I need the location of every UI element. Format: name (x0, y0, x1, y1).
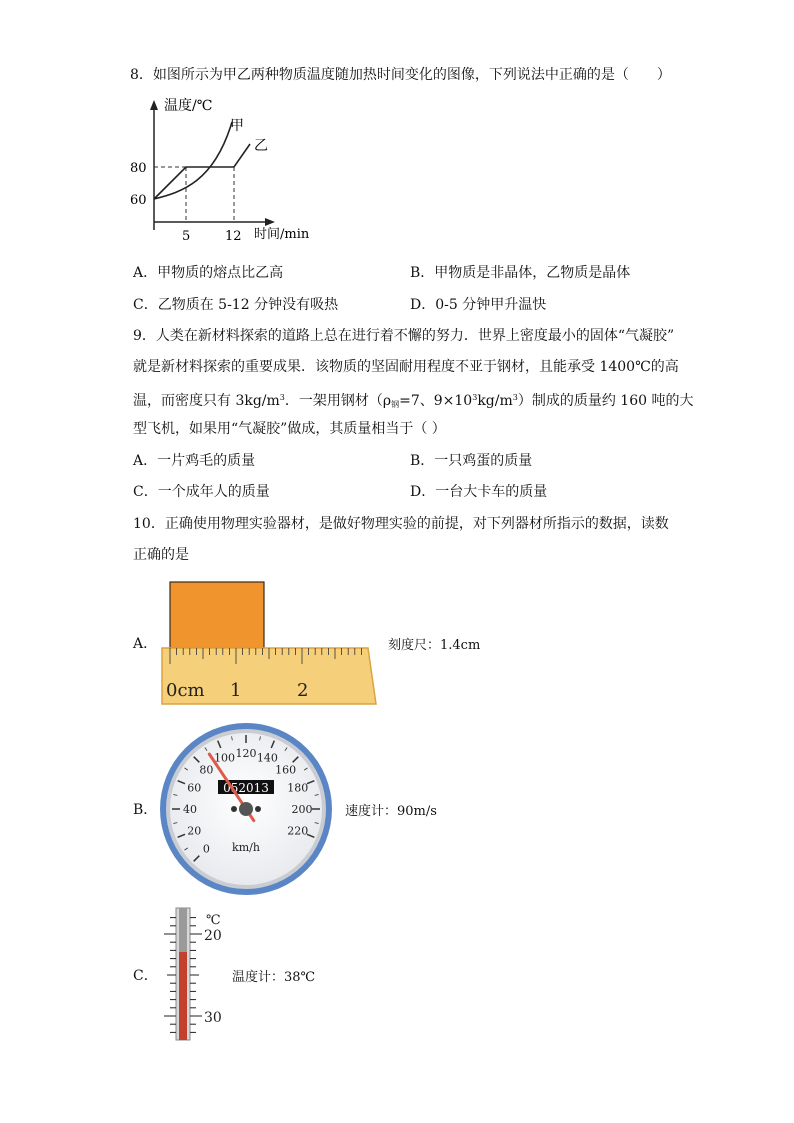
q10-line-2: 正确的是 (133, 547, 189, 563)
ruler-label-1: 1 (230, 680, 242, 701)
thermometer-label-30: 30 (204, 1010, 222, 1026)
y-axis-arrow (150, 100, 158, 110)
q9-sup: 3 (512, 393, 518, 402)
q9-line-3-part: ．一架用钢材（ρ (284, 393, 392, 409)
q9-option-a[interactable]: A．一片鸡毛的质量 (133, 453, 256, 469)
q9-line-1: 9．人类在新材料探索的道路上总在进行着不懈的努力．世界上密度最小的固体“气凝胶” (133, 328, 675, 344)
dial-number: 160 (275, 763, 297, 777)
thermometer-label-20: 20 (204, 928, 222, 944)
dial-dot (255, 806, 261, 812)
q9-sup: 3 (279, 393, 285, 402)
x-tick-12: 12 (225, 229, 242, 244)
curve-a-label: 甲 (230, 118, 244, 134)
q9-line-2: 就是新材料探索的重要成果．该物质的坚固耐用程度不亚于钢材，且能承受 1400℃的高 (133, 359, 679, 375)
thermometer-unit: ℃ (206, 913, 221, 928)
q9-line-3-part: 温，而密度只有 3kg/m (133, 393, 280, 409)
q9-option-d[interactable]: D．一台大卡车的质量 (410, 484, 548, 500)
dial-number: 100 (214, 751, 236, 765)
y-tick-80: 80 (130, 161, 147, 176)
dial-dot (231, 806, 237, 812)
q9-option-b[interactable]: B．一只鸡蛋的质量 (410, 453, 533, 469)
q9-line-3-part: kg/m (477, 393, 513, 409)
ruler-label-0: 0cm (166, 680, 205, 701)
x-axis-label: 时间/min (254, 227, 310, 242)
y-axis-label: 温度/℃ (164, 98, 213, 114)
x-axis-arrow (265, 218, 275, 226)
dial-number: 120 (235, 747, 257, 760)
q10-option-b-caption: 速度计：90m/s (345, 804, 437, 819)
q8-option-b[interactable]: B．甲物质是非晶体，乙物质是晶体 (410, 265, 631, 281)
thermometer-figure (152, 906, 232, 1042)
curve-b (154, 144, 250, 199)
speed-unit: km/h (232, 841, 260, 854)
dial-number: 80 (199, 763, 214, 777)
dial-number: 60 (187, 781, 202, 795)
q10-option-c-letter[interactable]: C． (133, 968, 158, 984)
q9-option-c[interactable]: C．一个成年人的质量 (133, 484, 270, 500)
q8-option-c[interactable]: C．乙物质在 5-12 分钟没有吸热 (133, 297, 339, 313)
q8-temperature-graph (122, 92, 337, 252)
q9-line-3 (133, 388, 693, 415)
x-tick-5: 5 (182, 229, 191, 244)
dial-number: 20 (187, 824, 202, 838)
dial-number: 140 (256, 751, 278, 765)
q10-option-a-letter[interactable]: A． (133, 636, 158, 652)
q8-stem: 8．如图所示为甲乙两种物质温度随加热时间变化的图像，下列说法中正确的是（ ） (130, 67, 671, 83)
q10-line-1: 10．正确使用物理实验器材，是做好物理实验的前提，对下列器材所指示的数据，读数 (133, 516, 669, 532)
dial-number: 220 (287, 824, 309, 838)
q8-option-d[interactable]: D．0-5 分钟甲升温快 (410, 297, 547, 313)
curve-b-label: 乙 (254, 138, 268, 154)
needle-hub (239, 802, 253, 816)
dial-number: 180 (287, 781, 309, 795)
ruler-label-2: 2 (297, 680, 309, 701)
q8-option-a[interactable]: A．甲物质的熔点比乙高 (133, 265, 284, 281)
q9-line-3-part: ）制成的质量约 160 吨的大 (517, 393, 694, 409)
q10-option-c-caption: 温度计：38℃ (232, 970, 316, 985)
ruler-figure (160, 578, 380, 708)
q10-option-a-caption: 刻度尺：1.4cm (388, 638, 481, 653)
thermometer-liquid (179, 952, 187, 1040)
q10-option-b-letter[interactable]: B． (133, 802, 158, 818)
dial-number: 200 (291, 803, 313, 816)
q9-sub-steel: 钢 (391, 400, 400, 409)
thermometer-empty (179, 908, 187, 952)
odometer-value: 052013 (223, 781, 269, 795)
dial-number: 0 (202, 842, 210, 856)
orange-block (170, 582, 264, 648)
dial-number: 40 (183, 803, 197, 816)
q9-line-4: 型飞机，如果用“气凝胶”做成，其质量相当于（ ） (133, 421, 446, 437)
q9-sup: 3 (472, 393, 478, 402)
q9-line-3-part: =7、9×10 (399, 393, 473, 409)
speedometer-figure (156, 720, 336, 898)
y-tick-60: 60 (130, 193, 147, 208)
